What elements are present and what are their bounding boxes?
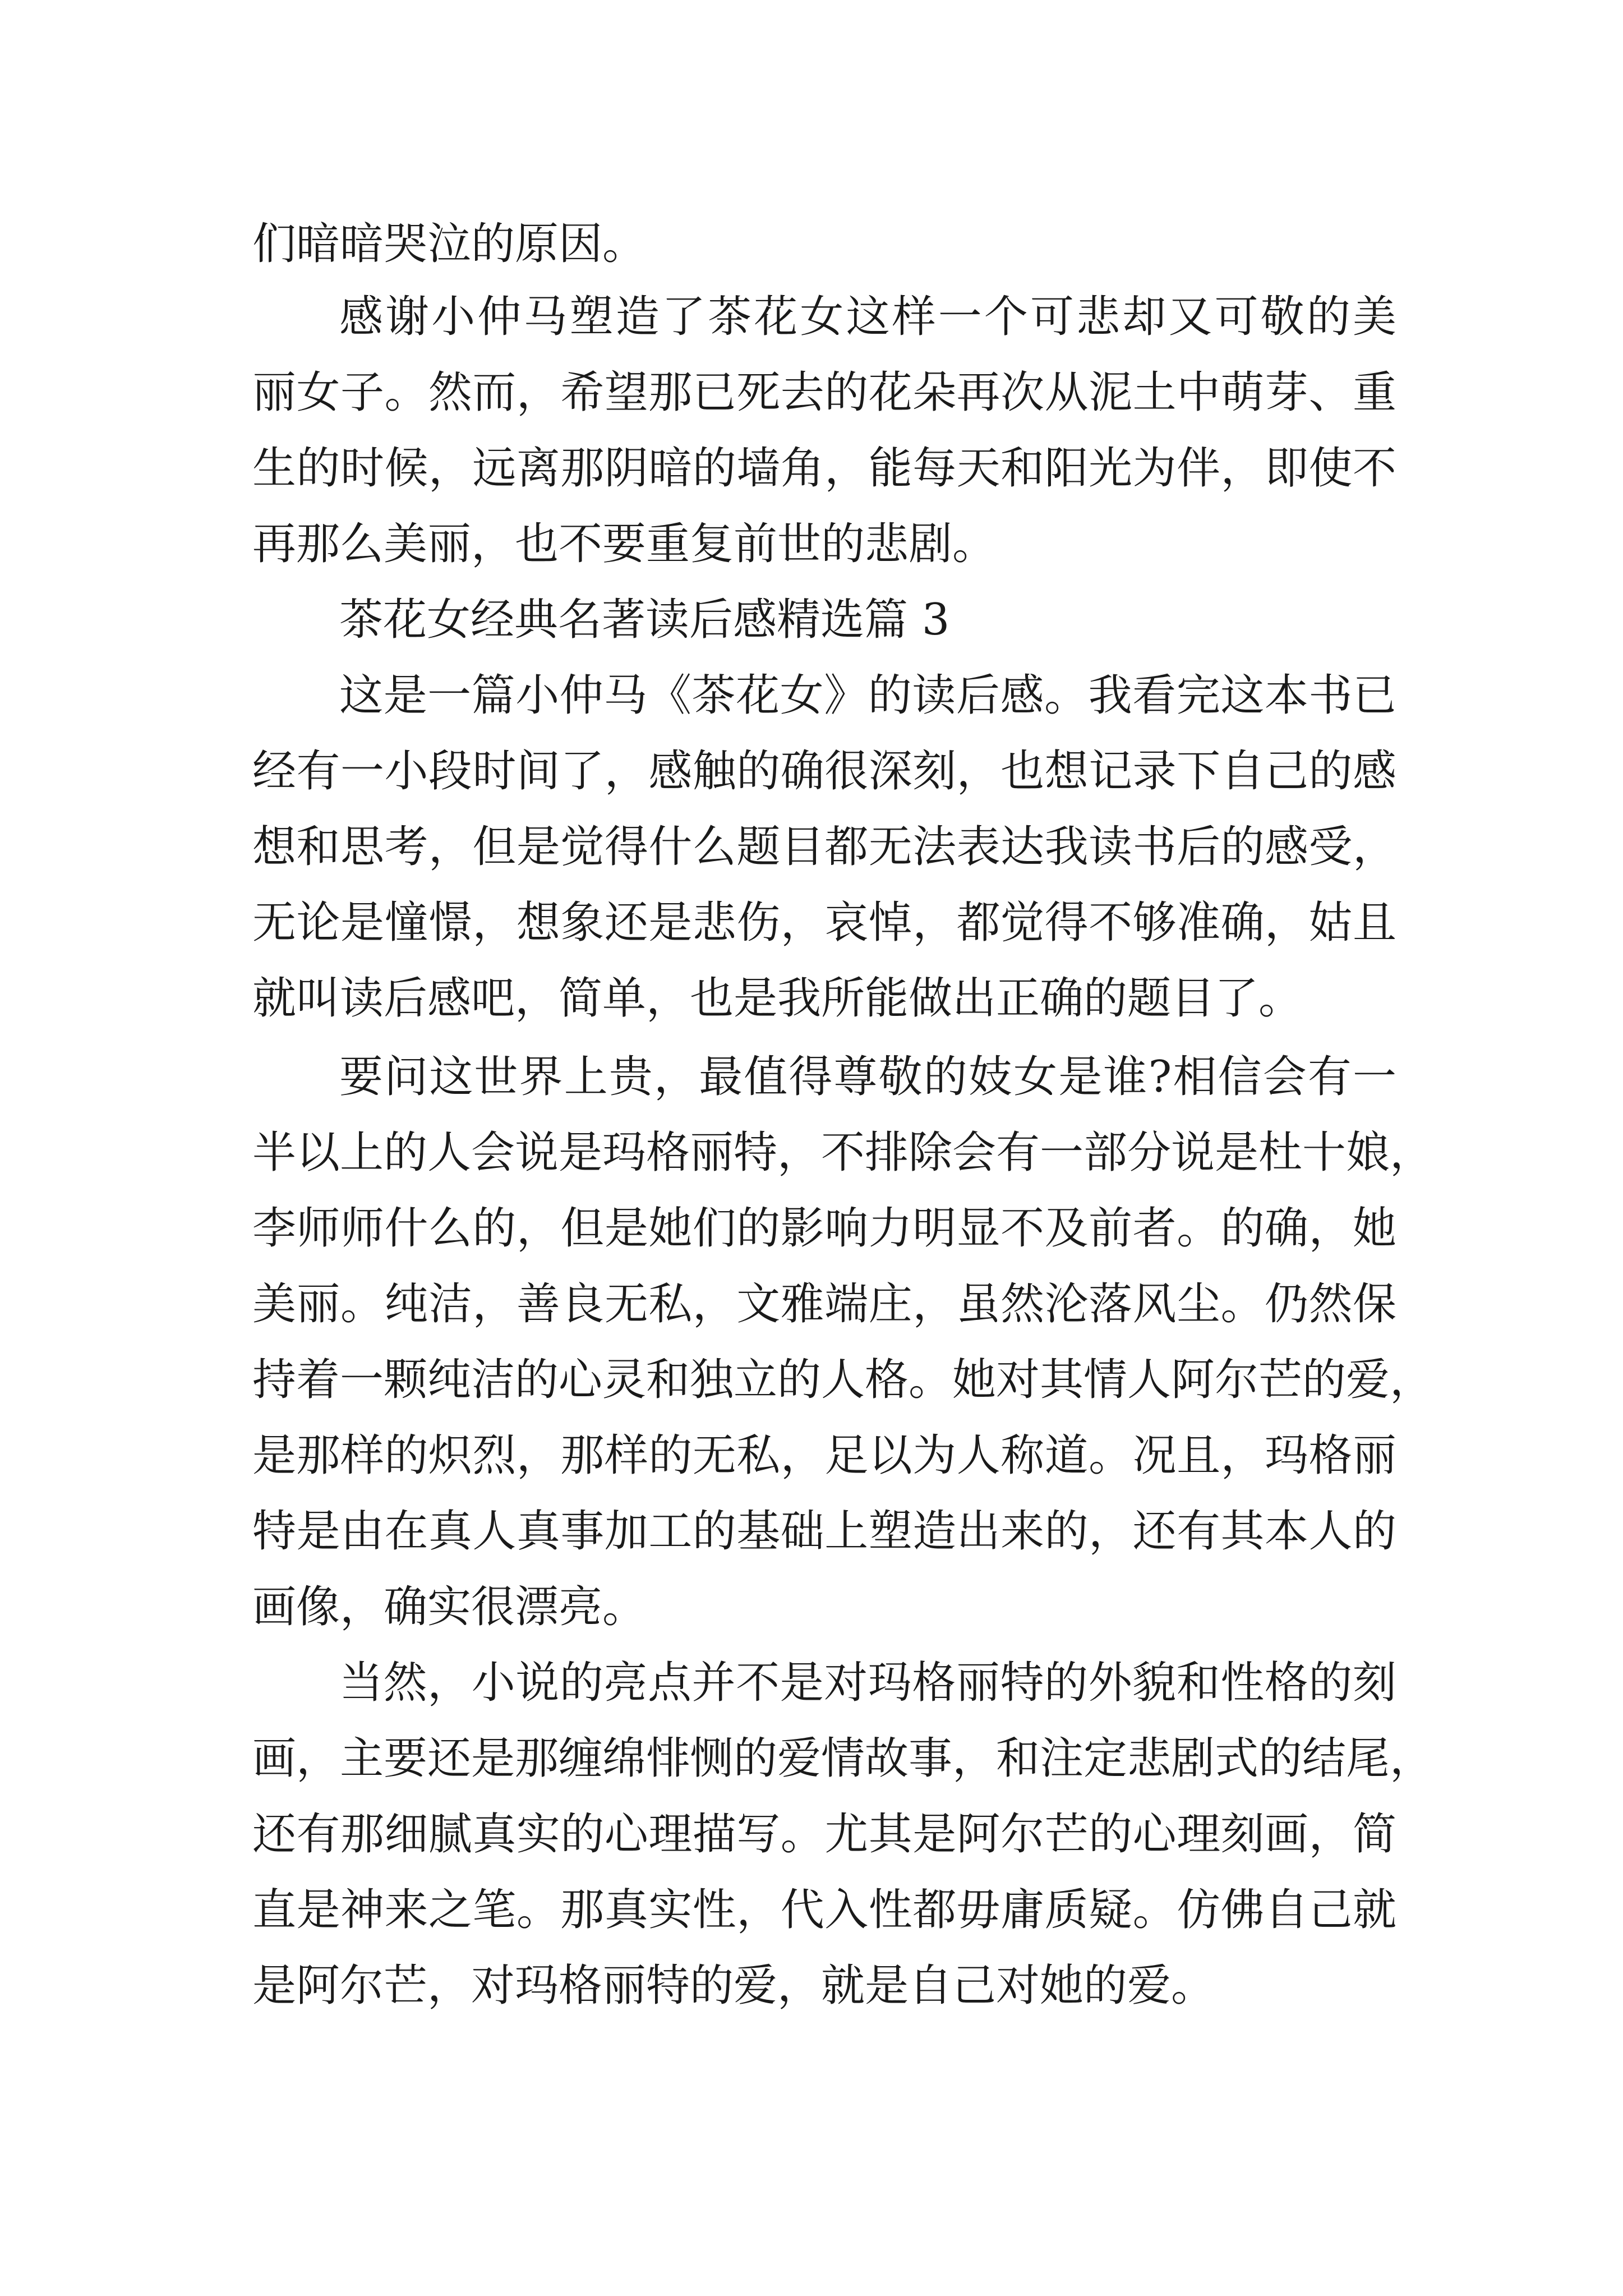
text-line: 想和思考，但是觉得什么题目都无法表达我读书后的感受， — [252, 822, 1396, 872]
text-line: 直是神来之笔。那真实性，代入性都毋庸质疑。仿佛自己就 — [252, 1885, 1396, 1935]
text-line: 无论是憧憬，想象还是悲伤，哀悼，都觉得不够准确，姑且 — [252, 898, 1396, 948]
text-line: 这是一篇小仲马《茶花女》的读后感。我看完这本书已 — [339, 670, 1396, 721]
text-line: 还有那细腻真实的心理描写。尤其是阿尔芒的心理刻画，简 — [252, 1809, 1396, 1860]
text-line: 当然，小说的亮点并不是对玛格丽特的外貌和性格的刻 — [339, 1658, 1396, 1708]
text-line: 经有一小段时间了，感触的确很深刻，也想记录下自己的感 — [252, 746, 1396, 797]
text-line: 是那样的炽烈，那样的无私，足以为人称道。况且，玛格丽 — [252, 1430, 1396, 1481]
section-heading: 茶花女经典名著读后感精选篇 3 — [339, 595, 950, 645]
text-line: 丽女子。然而，希望那已死去的花朵再次从泥土中萌芽、重 — [252, 367, 1396, 418]
text-line: 持着一颗纯洁的心灵和独立的人格。她对其情人阿尔芒的爱， — [252, 1355, 1434, 1405]
text-line: 再那么美丽，也不要重复前世的悲剧。 — [252, 519, 997, 569]
text-line: 感谢小仲马塑造了茶花女这样一个可悲却又可敬的美 — [339, 292, 1396, 342]
text-line: 画像，确实很漂亮。 — [252, 1582, 647, 1632]
text-line: 美丽。纯洁，善良无私，文雅端庄，虽然沦落风尘。仍然保 — [252, 1279, 1396, 1329]
text-line: 画，主要还是那缠绵悱恻的爱情故事，和注定悲剧式的结尾， — [252, 1733, 1434, 1784]
text-line: 要问这世界上贵，最值得尊敬的妓女是谁?相信会有一 — [339, 1052, 1396, 1102]
text-line: 们暗暗哭泣的原因。 — [252, 219, 647, 269]
text-line: 生的时候，远离那阴暗的墙角，能每天和阳光为伴，即使不 — [252, 443, 1396, 494]
text-line: 就叫读后感吧，简单，也是我所能做出正确的题目了。 — [252, 973, 1303, 1024]
text-line: 是阿尔芒，对玛格丽特的爱，就是自己对她的爱。 — [252, 1961, 1215, 2011]
text-line: 李师师什么的，但是她们的影响力明显不及前者。的确，她 — [252, 1203, 1396, 1254]
text-line: 半以上的人会说是玛格丽特，不排除会有一部分说是杜十娘， — [252, 1128, 1434, 1178]
text-line: 特是由在真人真事加工的基础上塑造出来的，还有其本人的 — [252, 1506, 1396, 1557]
